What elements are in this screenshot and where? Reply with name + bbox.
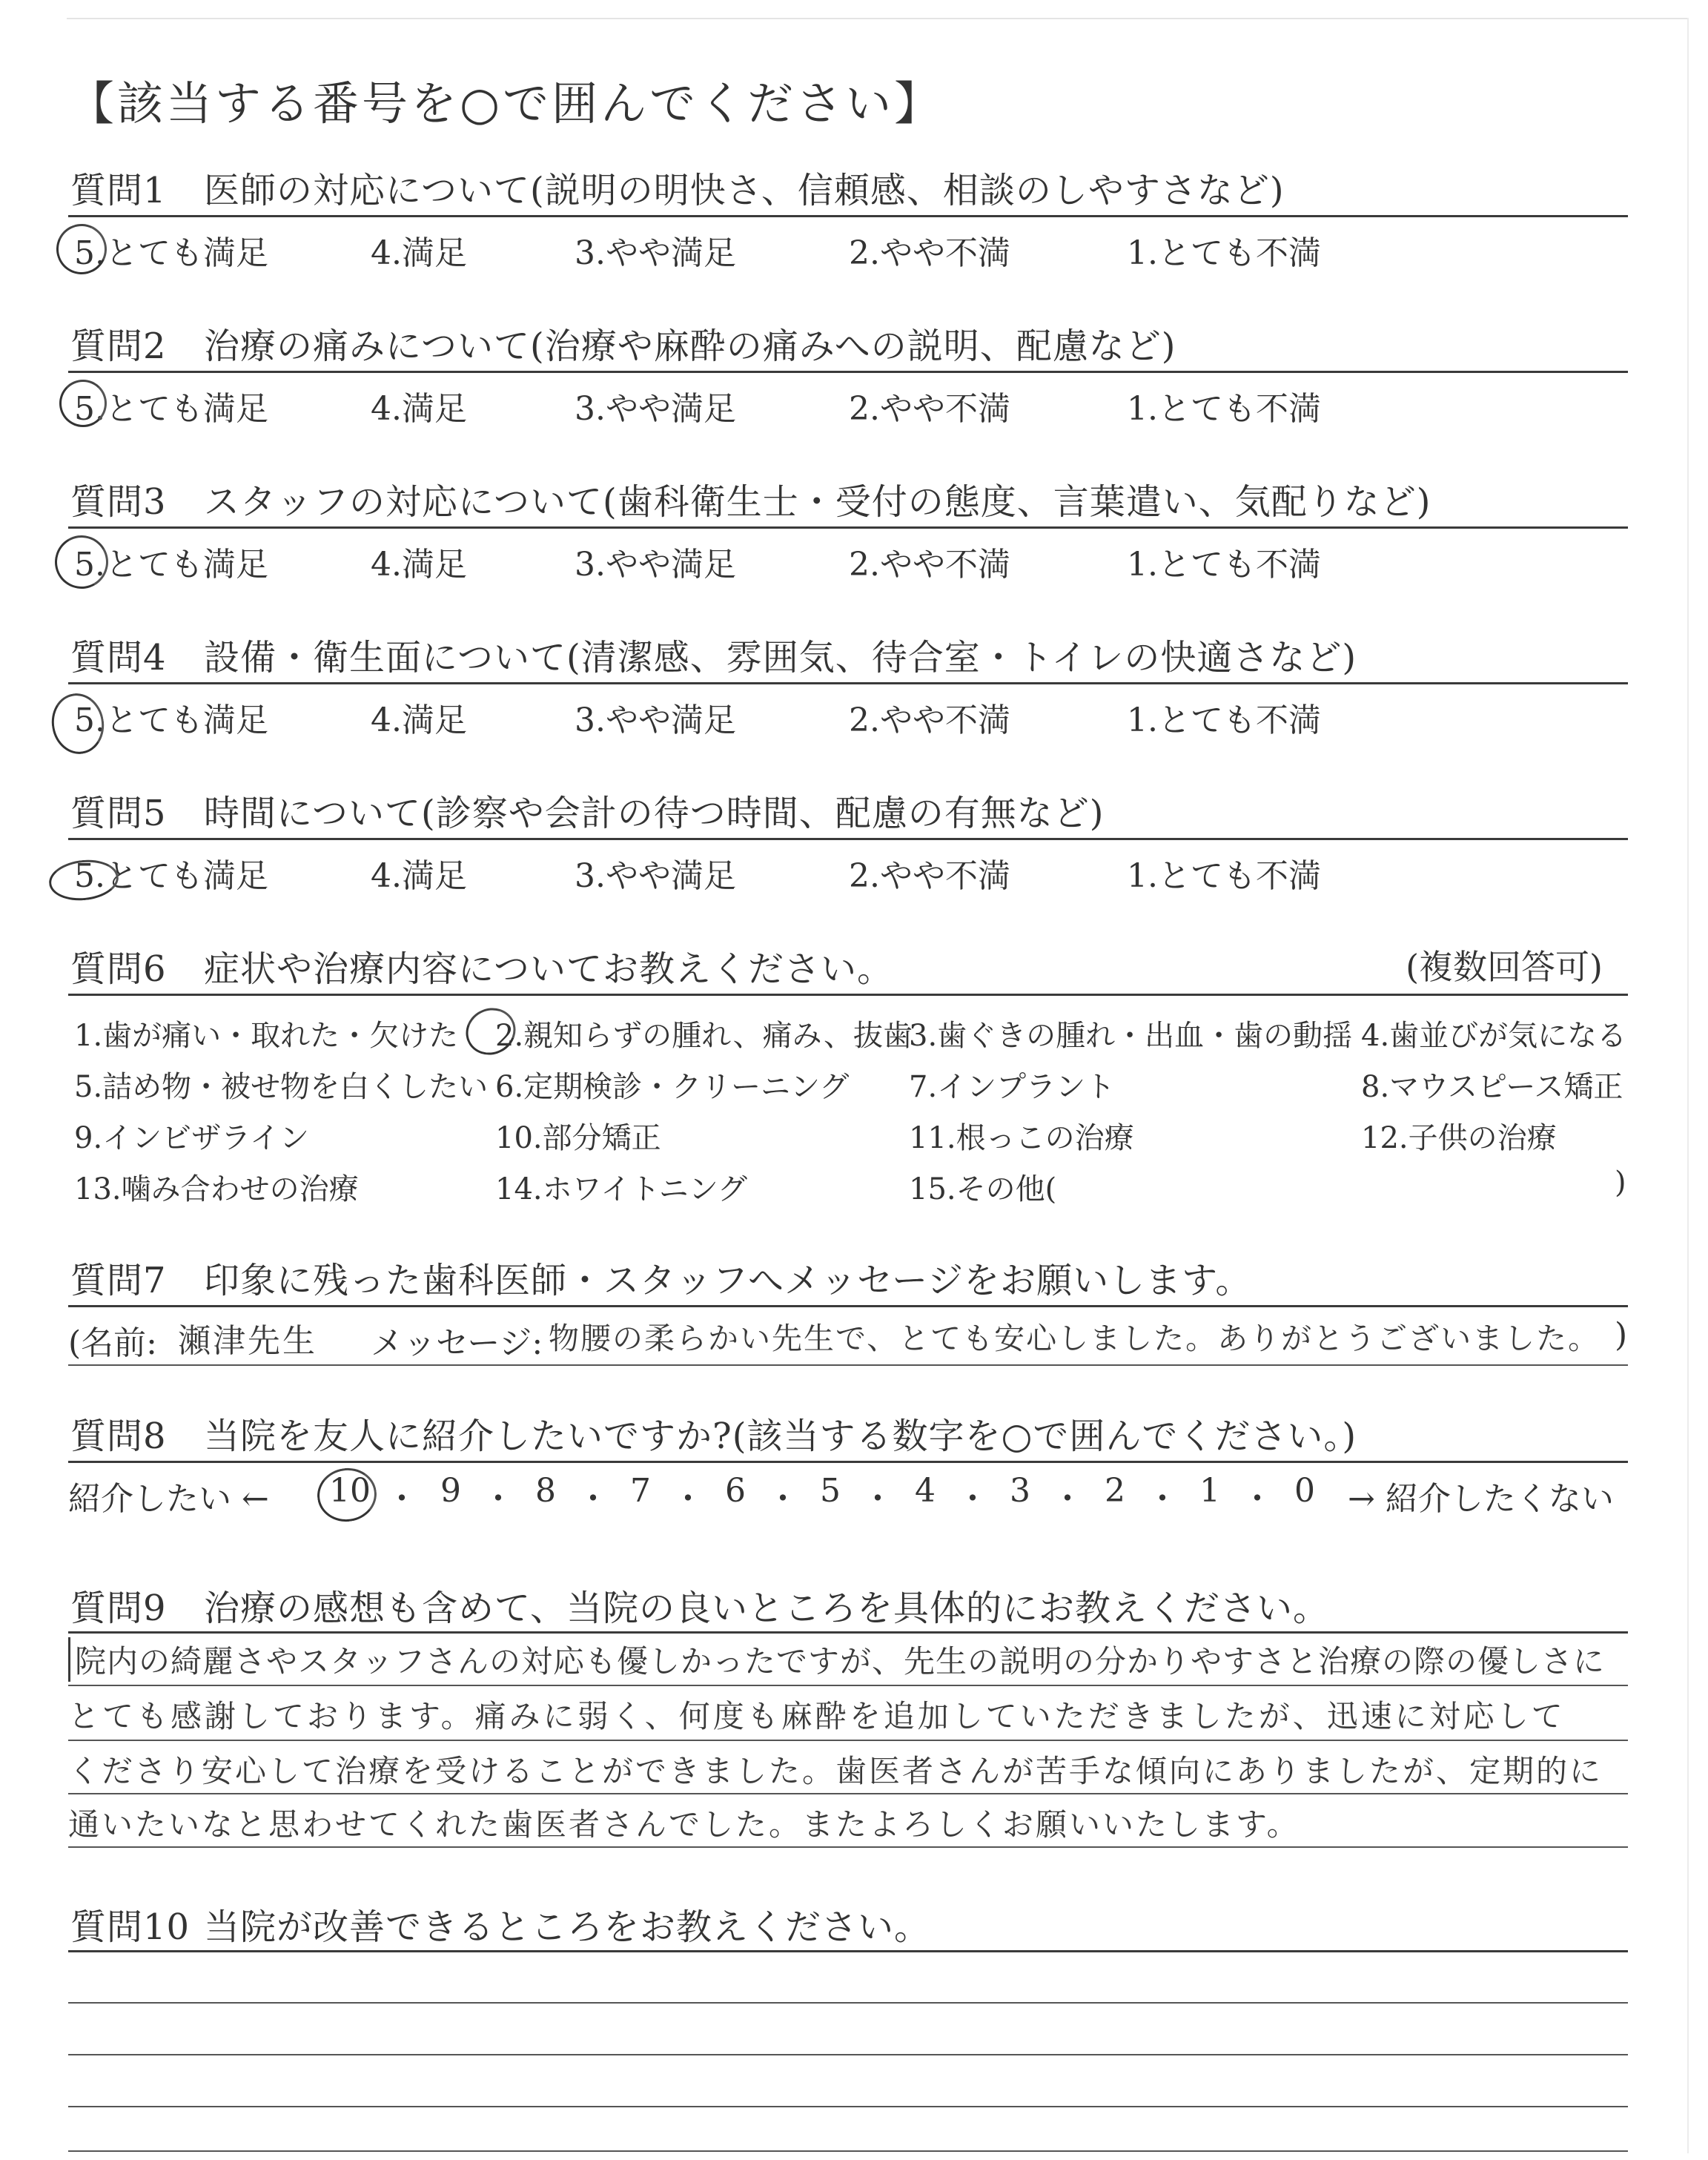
- q8-scale-0[interactable]: 0: [1294, 1472, 1315, 1510]
- q6-item-11[interactable]: 11.根っこの治療: [909, 1121, 1134, 1155]
- question-4-text: 設備・衛生面について(清潔感、雰囲気、待合室・トイレの快適さなど): [204, 637, 1357, 678]
- q5-option-3[interactable]: 3.やや満足: [575, 857, 736, 895]
- question-10-number: 質問10: [70, 1906, 191, 1948]
- q7-name-label: (名前:: [68, 1324, 157, 1362]
- q8-sep: ・: [577, 1480, 609, 1518]
- q8-scale-10[interactable]: 10: [329, 1472, 371, 1510]
- q2-option-4[interactable]: 4.満足: [371, 390, 467, 428]
- q2-option-1[interactable]: 1.とても不満: [1127, 390, 1321, 428]
- q2-option-5[interactable]: 5.とても満足: [74, 390, 268, 428]
- question-3-number: 質問3: [70, 481, 167, 523]
- q9-line-rule-1: [68, 1685, 1628, 1686]
- question-5-number: 質問5: [70, 793, 167, 834]
- question-8-title: [70, 1407, 1357, 1459]
- q10-line-rule-3[interactable]: [68, 2106, 1628, 2107]
- q5-option-1[interactable]: 1.とても不満: [1127, 857, 1321, 895]
- q5-option-2[interactable]: 2.やや不満: [849, 857, 1010, 895]
- q6-item-6[interactable]: 6.定期検診・クリーニング: [495, 1070, 850, 1104]
- question-7-title: [70, 1252, 1251, 1303]
- question-3-text: スタッフの対応について(歯科衛生士・受付の態度、言葉遣い、気配りなど): [204, 481, 1431, 523]
- q9-line-rule-2: [68, 1740, 1628, 1741]
- q9-line-rule-4: [68, 1846, 1628, 1848]
- q8-sep: ・: [861, 1480, 894, 1518]
- q9-answer-line-2[interactable]: とても感謝しております。痛みに弱く、何度も麻酔を追加していただきましたが、迅速に対応して: [68, 1698, 1566, 1734]
- q4-option-1[interactable]: 1.とても不満: [1127, 701, 1321, 739]
- q6-item-8[interactable]: 8.マウスピース矯正: [1361, 1070, 1623, 1104]
- q8-scale-4[interactable]: 4: [915, 1472, 936, 1510]
- q8-right-label: → 紹介したくない: [1348, 1480, 1614, 1518]
- question-2-rule: [68, 371, 1628, 373]
- question-4-rule: [68, 682, 1628, 684]
- q2-option-2[interactable]: 2.やや不満: [849, 390, 1010, 428]
- question-8-text: 当院を友人に紹介したいですか?(該当する数字を○で囲んでください。): [204, 1416, 1357, 1457]
- question-10-text: 当院が改善できるところをお教えください。: [204, 1906, 931, 1948]
- q2-option-3[interactable]: 3.やや満足: [575, 390, 736, 428]
- q9-answer-line-3[interactable]: くださり安心して治療を受けることができました。歯医者さんが苦手な傾向にありましたが、定期的に: [68, 1753, 1603, 1789]
- q6-other-close-paren: ): [1615, 1166, 1626, 1200]
- form-header: 【該当する番号を○で囲んでください】: [68, 76, 944, 131]
- q8-sep: ・: [956, 1480, 989, 1518]
- question-1-text: 医師の対応について(説明の明快さ、信頼感、相談のしやすさなど): [204, 170, 1285, 211]
- q6-item-14[interactable]: 14.ホワイトニング: [495, 1172, 748, 1206]
- question-2-number: 質問2: [70, 326, 167, 367]
- q8-sep: ・: [672, 1480, 704, 1518]
- question-2-text: 治療の痛みについて(治療や麻酔の痛みへの説明、配慮など): [204, 326, 1176, 367]
- q10-line-rule-4[interactable]: [68, 2150, 1628, 2152]
- question-8-rule: [68, 1461, 1628, 1463]
- question-6-rule: [68, 994, 1628, 996]
- q7-message-label: メッセージ:: [371, 1324, 543, 1362]
- q8-scale-5[interactable]: 5: [820, 1472, 841, 1510]
- q3-option-4[interactable]: 4.満足: [371, 546, 467, 584]
- q6-item-5[interactable]: 5.詰め物・被せ物を白くしたい: [74, 1070, 489, 1104]
- question-4-title: [70, 629, 1357, 680]
- q8-scale-8[interactable]: 8: [535, 1472, 556, 1510]
- question-10-rule: [68, 1950, 1628, 1952]
- question-6-text: 症状や治療内容についてお教えください。: [204, 948, 894, 990]
- q8-sep: ・: [1241, 1480, 1274, 1518]
- q3-option-3[interactable]: 3.やや満足: [575, 546, 736, 584]
- q8-sep: ・: [767, 1480, 799, 1518]
- q8-sep: ・: [1051, 1480, 1084, 1518]
- q8-sep: ・: [1146, 1480, 1179, 1518]
- question-3-title: [70, 473, 1431, 524]
- question-7-number: 質問7: [70, 1260, 167, 1301]
- question-5-text: 時間について(診察や会計の待つ時間、配慮の有無など): [204, 793, 1105, 834]
- question-5-rule: [68, 838, 1628, 840]
- q8-scale-2[interactable]: 2: [1105, 1472, 1125, 1510]
- question-4-number: 質問4: [70, 637, 167, 678]
- q6-item-10[interactable]: 10.部分矯正: [495, 1121, 661, 1155]
- question-5-title: [70, 785, 1105, 836]
- question-8-number: 質問8: [70, 1416, 167, 1457]
- q6-item-1[interactable]: 1.歯が痛い・取れた・欠けた: [74, 1019, 459, 1053]
- question-10-title: [70, 1898, 930, 1949]
- q6-item-2[interactable]: 2.親知らずの腫れ、痛み、抜歯: [495, 1019, 913, 1053]
- q6-item-13[interactable]: 13.噛み合わせの治療: [74, 1172, 359, 1206]
- question-1-rule: [68, 215, 1628, 217]
- q8-scale-9[interactable]: 9: [440, 1472, 461, 1510]
- q4-option-3[interactable]: 3.やや満足: [575, 701, 736, 739]
- question-7-answer-rule: [68, 1364, 1628, 1366]
- question-6-title: [70, 940, 893, 991]
- q4-option-2[interactable]: 2.やや不満: [849, 701, 1010, 739]
- q1-option-3[interactable]: 3.やや満足: [575, 234, 736, 272]
- q10-line-rule-2[interactable]: [68, 2054, 1628, 2055]
- question-9-number: 質問9: [70, 1588, 167, 1629]
- q4-option-5[interactable]: 5.とても満足: [74, 701, 268, 739]
- q6-item-15[interactable]: 15.その他(: [909, 1172, 1057, 1206]
- q8-scale-1[interactable]: 1: [1199, 1472, 1220, 1510]
- q8-sep: ・: [482, 1480, 514, 1518]
- q8-scale-3[interactable]: 3: [1010, 1472, 1030, 1510]
- page-border-top: [67, 18, 1687, 19]
- q5-option-4[interactable]: 4.満足: [371, 857, 467, 895]
- q1-option-1[interactable]: 1.とても不満: [1127, 234, 1321, 272]
- q1-option-4[interactable]: 4.満足: [371, 234, 467, 272]
- q6-item-3[interactable]: 3.歯ぐきの腫れ・出血・歯の動揺: [909, 1019, 1353, 1053]
- q9-answer-line-1[interactable]: 院内の綺麗さやスタッフさんの対応も優しかったですが、先生の説明の分かりやすさと治療の際の優しさに: [68, 1637, 1605, 1682]
- question-7-text: 印象に残った歯科医師・スタッフへメッセージをお願いします。: [204, 1260, 1252, 1301]
- q1-option-2[interactable]: 2.やや不満: [849, 234, 1010, 272]
- q6-item-7[interactable]: 7.インプラント: [909, 1070, 1116, 1104]
- q9-line-rule-3: [68, 1793, 1628, 1794]
- page-border-right: [1687, 18, 1689, 2153]
- question-1-number: 質問1: [70, 170, 167, 211]
- question-9-rule: [68, 1631, 1628, 1634]
- q8-scale-7[interactable]: 7: [630, 1472, 651, 1510]
- question-2-title: [70, 317, 1176, 369]
- q7-name-value[interactable]: 瀬津先生: [178, 1322, 317, 1360]
- q6-item-12[interactable]: 12.子供の治療: [1361, 1121, 1557, 1155]
- q7-message-value[interactable]: 物腰の柔らかい先生で、とても安心しました。ありがとうございました。: [549, 1321, 1601, 1356]
- q8-left-label: 紹介したい ←: [68, 1480, 269, 1518]
- question-1-title: [70, 162, 1285, 213]
- q8-sep: ・: [385, 1480, 418, 1518]
- question-6-note: (複数回答可): [1406, 947, 1603, 987]
- question-9-title: [70, 1579, 1329, 1631]
- q7-close-paren: ): [1615, 1316, 1628, 1354]
- q5-option-5[interactable]: 5.とても満足: [74, 857, 268, 895]
- q10-line-rule-1[interactable]: [68, 2002, 1628, 2004]
- q8-scale-6[interactable]: 6: [725, 1472, 746, 1510]
- q1-option-5[interactable]: 5.とても満足: [74, 234, 268, 272]
- q6-item-4[interactable]: 4.歯並びが気になる: [1361, 1019, 1627, 1053]
- q4-option-4[interactable]: 4.満足: [371, 701, 467, 739]
- q3-option-2[interactable]: 2.やや不満: [849, 546, 1010, 584]
- q3-option-1[interactable]: 1.とても不満: [1127, 546, 1321, 584]
- question-3-rule: [68, 526, 1628, 529]
- question-7-rule: [68, 1305, 1628, 1307]
- q9-answer-line-4[interactable]: 通いたいなと思わせてくれた歯医者さんでした。またよろしくお願いいたします。: [68, 1806, 1300, 1843]
- q2-selection-circle: [59, 380, 107, 427]
- question-9-text: 治療の感想も含めて、当院の良いところを具体的にお教えください。: [204, 1588, 1330, 1629]
- q3-option-5[interactable]: 5.とても満足: [74, 546, 268, 584]
- q6-item-9[interactable]: 9.インビザライン: [74, 1121, 309, 1155]
- question-6-number: 質問6: [70, 948, 167, 990]
